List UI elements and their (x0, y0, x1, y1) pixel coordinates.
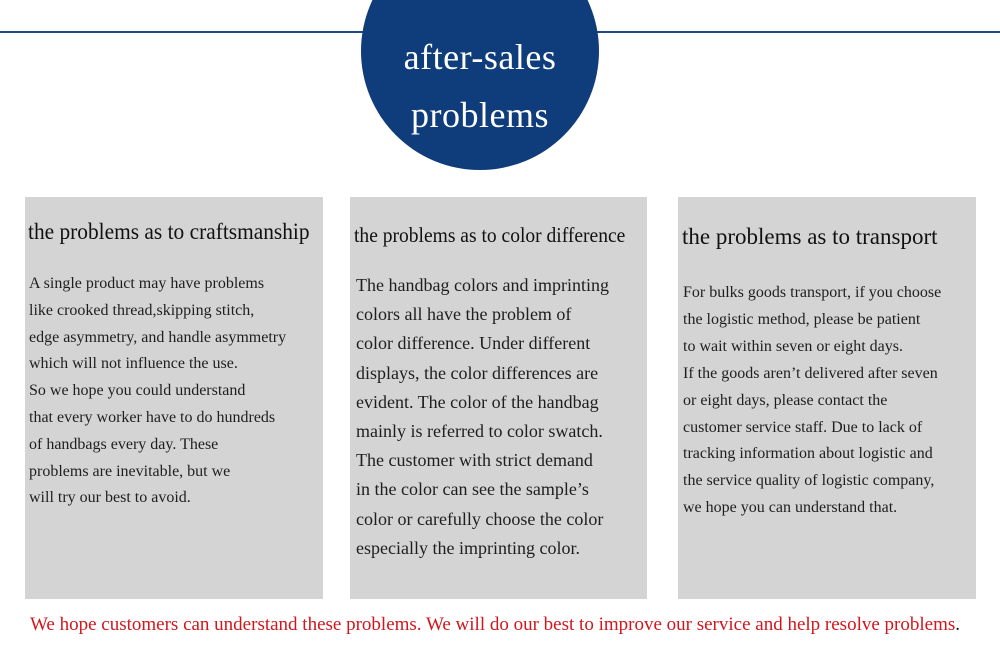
footer-note (30, 614, 960, 636)
header-badge (361, 0, 599, 170)
card-title: the problems as to transport (682, 224, 938, 249)
card-transport (678, 197, 976, 599)
header-title-line1: after-sales (403, 37, 557, 77)
footer-note-text: We hope customers can understand these problems. We will do our best to improve our service and help resolve problems (30, 614, 956, 635)
card-color-difference (350, 197, 647, 599)
footer-note-period: . (955, 614, 960, 635)
card-body: The handbag colors and imprinting colors all have the problem of color difference. Under different displays, the color differences are evident. The color of the handbag mainly is referred to color swatch. The customer with strict demand in the color can see the sample’s color or carefully choose the color especially the imprinting color. (356, 275, 609, 558)
header-title-line2: problems (411, 95, 549, 135)
card-title: the problems as to craftsmanship (28, 219, 310, 244)
card-body: For bulks goods transport, if you choose the logistic method, please be patient to wait within seven or eight days. If the goods aren’t delivered after seven or eight days, please contact the customer service staff. Due to lack of tracking information about logistic and the service quality of logistic company, we hope you can understand that. (683, 284, 942, 517)
card-title: the problems as to color difference (354, 223, 626, 247)
card-craftsmanship (25, 197, 323, 599)
card-body: A single product may have problems like crooked thread,skipping stitch, edge asymmetry, and handle asymmetry which will not influence the use. So we hope you could understand that every worker have to do hundreds of handbags every day. These problems are inevitable, but we will try our best to avoid. (29, 275, 287, 507)
